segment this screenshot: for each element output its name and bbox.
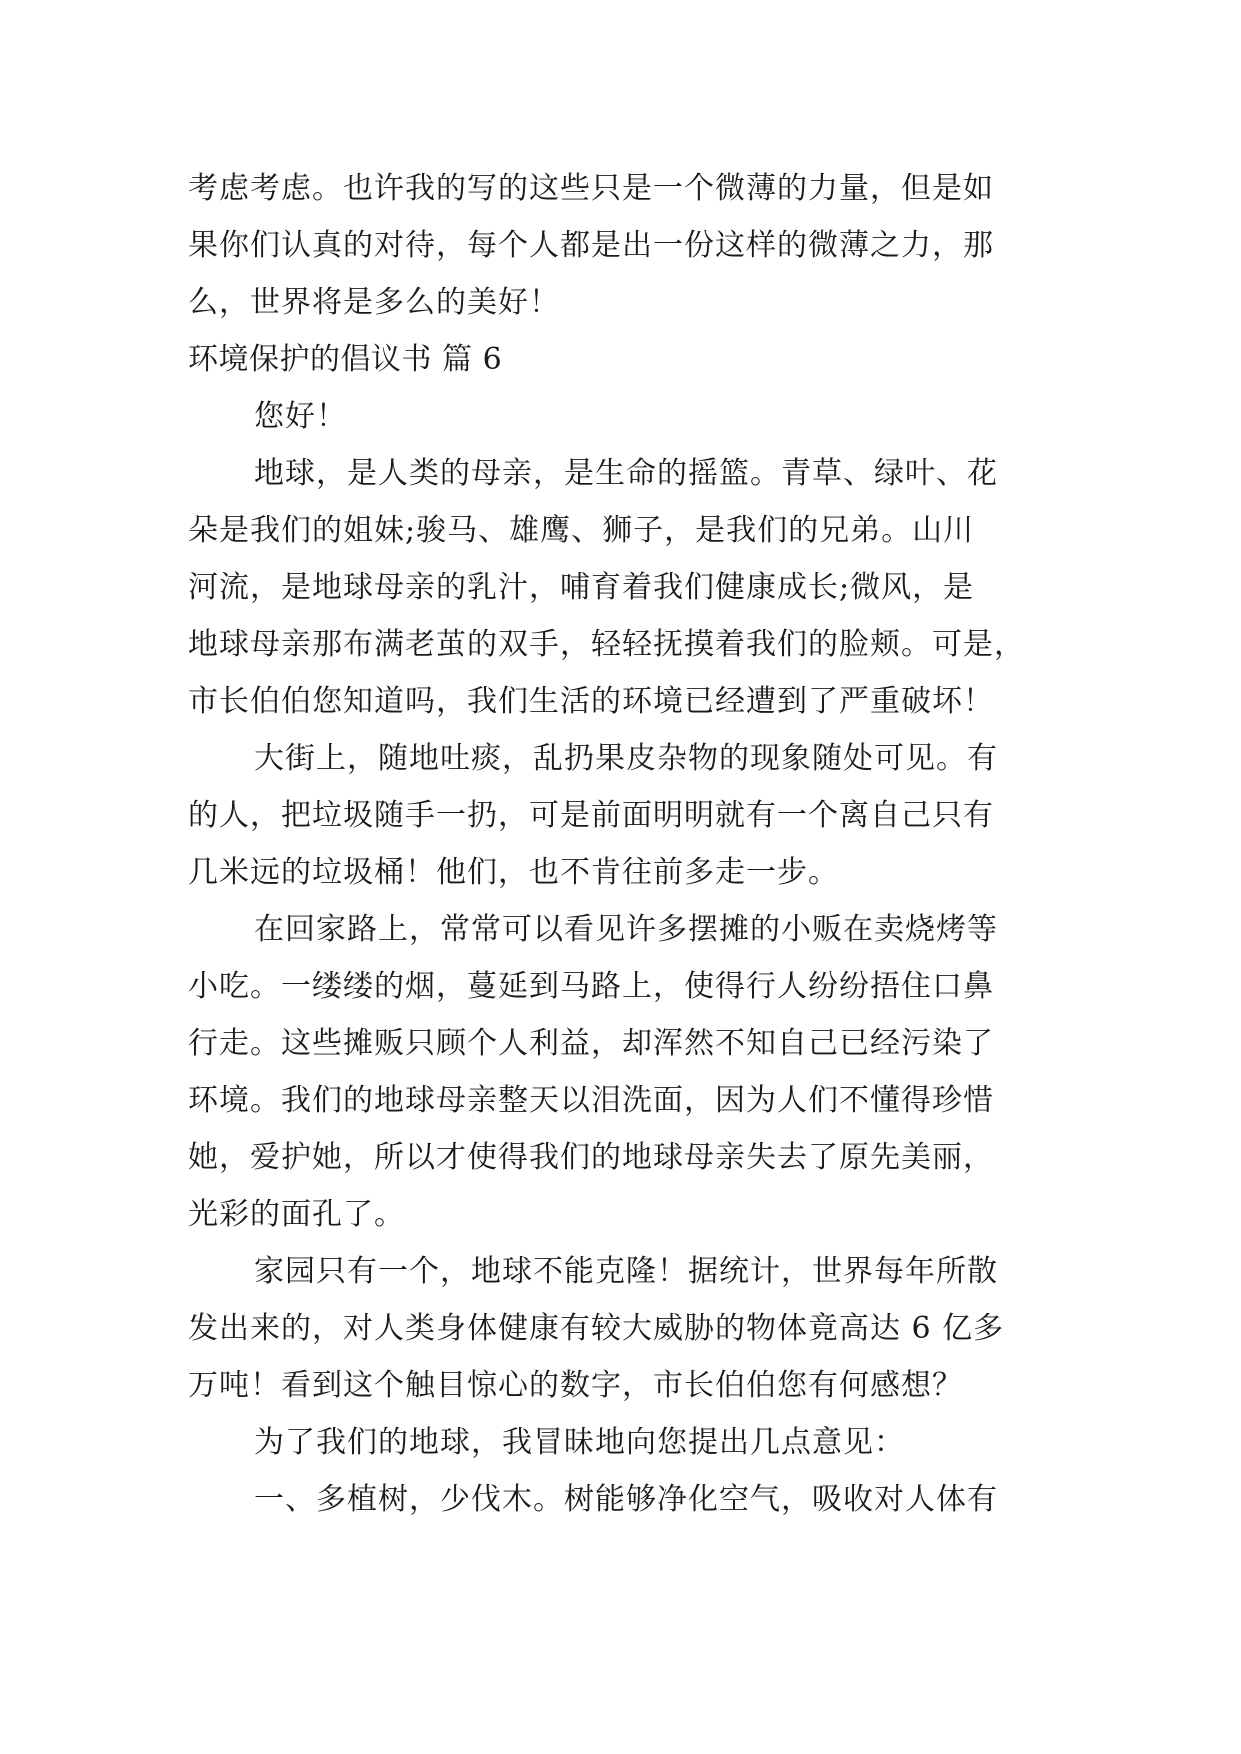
text-line: 几米远的垃圾桶！他们，也不肯往前多走一步。 (188, 855, 839, 890)
text-line: 市长伯伯您知道吗，我们生活的环境已经遭到了严重破坏！ (188, 684, 994, 719)
text-line: 小吃。一缕缕的烟，蔓延到马路上，使得行人纷纷捂住口鼻 (188, 969, 994, 1004)
section-heading: 环境保护的倡议书 篇 6 (188, 342, 503, 377)
text-line: 么，世界将是多么的美好！ (188, 285, 560, 320)
text-line: 大街上，随地吐痰，乱扔果皮杂物的现象随处可见。有 (254, 741, 998, 776)
text-line: 一、多植树，少伐木。树能够净化空气，吸收对人体有 (254, 1482, 998, 1517)
text-line: 朵是我们的姐妹;骏马、雄鹰、狮子，是我们的兄弟。山川 (188, 513, 975, 548)
text-line: 环境。我们的地球母亲整天以泪洗面，因为人们不懂得珍惜 (188, 1083, 994, 1118)
text-line: 发出来的，对人类身体健康有较大威胁的物体竟高达 6 亿多 (188, 1311, 1005, 1346)
document-body (188, 160, 1068, 1528)
text-line: 家园只有一个，地球不能克隆！据统计，世界每年所散 (254, 1254, 998, 1289)
text-line: 为了我们的地球，我冒昧地向您提出几点意见： (254, 1425, 905, 1460)
text-line: 行走。这些摊贩只顾个人利益，却浑然不知自己已经污染了 (188, 1026, 994, 1061)
text-line: 果你们认真的对待，每个人都是出一份这样的微薄之力，那 (188, 228, 994, 263)
text-line: 的人，把垃圾随手一扔，可是前面明明就有一个离自己只有 (188, 798, 994, 833)
text-line: 您好！ (254, 399, 347, 434)
text-line: 在回家路上，常常可以看见许多摆摊的小贩在卖烧烤等 (254, 912, 998, 947)
text-line: 河流，是地球母亲的乳汁，哺育着我们健康成长;微风，是 (188, 570, 975, 605)
text-line: 地球，是人类的母亲，是生命的摇篮。青草、绿叶、花 (254, 456, 998, 491)
text-line: 她，爱护她，所以才使得我们的地球母亲失去了原先美丽， (188, 1140, 994, 1175)
text-line: 地球母亲那布满老茧的双手，轻轻抚摸着我们的脸颊。可是， (188, 627, 1025, 662)
text-line: 考虑考虑。也许我的写的这些只是一个微薄的力量，但是如 (188, 171, 994, 206)
text-line: 光彩的面孔了。 (188, 1197, 405, 1232)
text-line: 万吨！看到这个触目惊心的数字，市长伯伯您有何感想？ (188, 1368, 963, 1403)
